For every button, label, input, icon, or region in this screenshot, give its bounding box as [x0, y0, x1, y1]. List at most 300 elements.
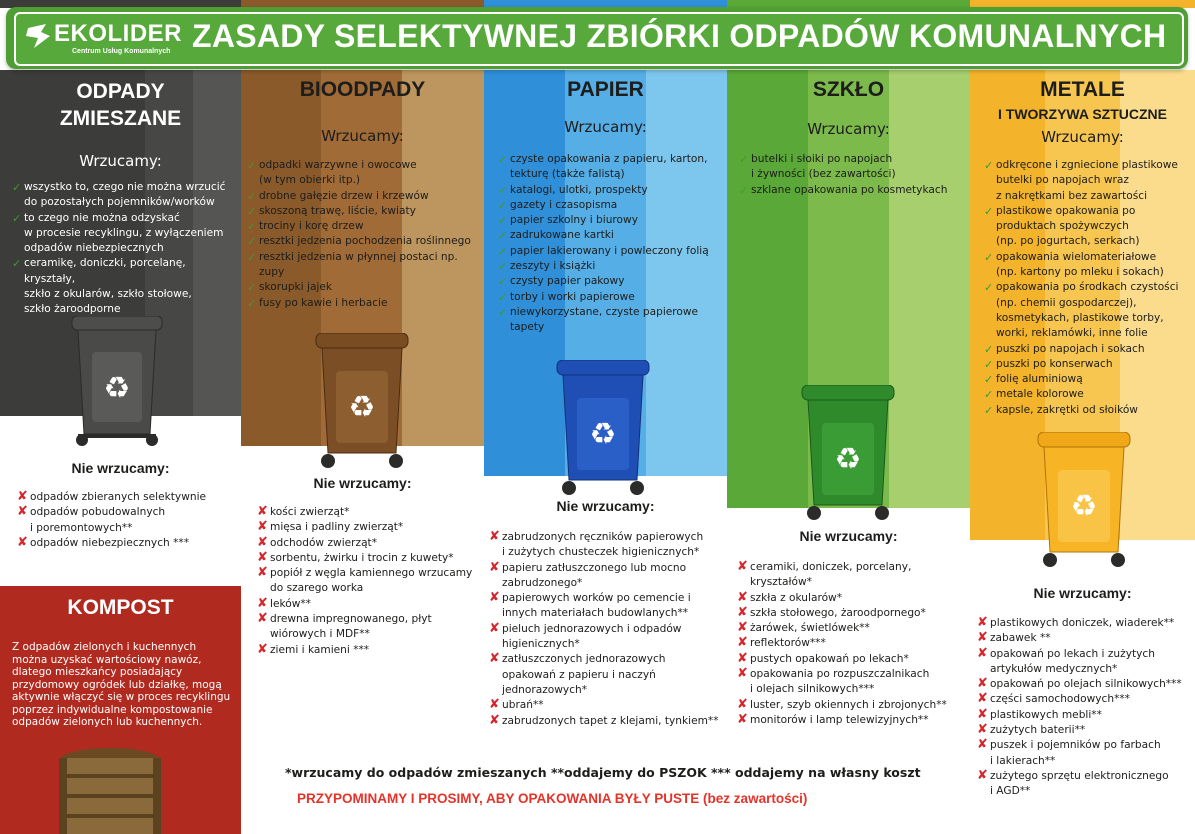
item-text: torby i worki papierowe	[510, 290, 635, 303]
checkmark-icon: ✓	[247, 204, 257, 218]
accepted-item	[498, 259, 724, 274]
rejected-item	[978, 692, 1193, 707]
cross-icon: ✘	[257, 534, 268, 550]
item-text: pustych opakowań po lekach*	[750, 652, 909, 665]
checkmark-icon: ✓	[984, 403, 994, 417]
mixed-title	[0, 78, 241, 132]
item-text: resztki jedzenia w płynnej postaci np.	[259, 250, 458, 263]
cross-icon: ✘	[17, 534, 28, 550]
checkmark-icon: ✓	[247, 159, 257, 172]
accepted-item	[984, 173, 1194, 188]
item-text: ceramikę, doniczki, porcelanę, kryształy,	[24, 257, 186, 285]
accepted-item	[247, 219, 483, 234]
accepted-item	[984, 326, 1194, 341]
accepted-item	[739, 183, 967, 198]
item-text: szkło żaroodporne	[24, 303, 121, 316]
rejected-item	[490, 714, 726, 729]
svg-text:♻: ♻	[1070, 489, 1098, 524]
accepted-item	[12, 180, 238, 195]
item-text: monitorów i lamp telewizyjnych**	[750, 713, 929, 726]
rejected-item	[978, 662, 1193, 677]
accepted-item	[12, 195, 238, 210]
item-text: z nakrętkami bez zawartości	[996, 189, 1148, 202]
item-text: mięsa i padliny zwierząt*	[270, 521, 404, 534]
rejected-item	[258, 581, 482, 596]
accepted-item	[247, 265, 483, 280]
checkmark-icon: ✓	[498, 244, 508, 258]
item-text: odchodów zwierząt*	[270, 536, 378, 549]
accepted-item	[498, 320, 724, 335]
item-text: i AGD**	[990, 785, 1031, 798]
cross-icon: ✘	[737, 635, 748, 651]
cross-icon: ✘	[257, 519, 268, 535]
paper-yes-list	[498, 152, 724, 336]
glass-bin-icon	[800, 385, 896, 525]
item-text: puszek i pojemników po farbach	[990, 739, 1161, 752]
accepted-item	[498, 274, 724, 289]
rejected-item	[490, 698, 726, 713]
rejected-item	[738, 606, 968, 621]
item-text: gazety i czasopisma	[510, 198, 618, 211]
mixed-wrzucamy-label: Wrzucamy:	[79, 152, 162, 170]
accepted-item	[739, 167, 967, 182]
rejected-item	[738, 621, 968, 636]
item-text: opakowania po rozpuszczalnikach	[750, 668, 930, 681]
checkmark-icon: ✓	[247, 220, 257, 234]
checkmark-icon: ✓	[984, 388, 994, 402]
cross-icon: ✘	[489, 529, 500, 544]
bio-title: BIOODPADY	[299, 78, 426, 101]
item-text: odpadów pobudowalnych	[30, 506, 166, 519]
compost-box-icon	[55, 746, 165, 834]
mixed-title-line1: ODPADY	[76, 80, 165, 103]
logo-subtitle: Centrum Usług Komunalnych	[72, 48, 171, 55]
bio-wrzucamy-label: Wrzucamy:	[321, 127, 404, 145]
rejected-item	[258, 520, 482, 535]
item-text: wszystko to, czego nie można wrzucić	[24, 181, 226, 193]
paper-bin-icon	[555, 360, 651, 500]
rejected-item	[258, 612, 482, 627]
item-text: zatłuszczonych jednorazowych	[502, 653, 666, 666]
item-text: resztki jedzenia pochodzenia roślinnego	[259, 235, 471, 248]
item-text: tapety	[510, 321, 545, 334]
accepted-item	[984, 387, 1194, 402]
paper-no-list	[490, 530, 726, 729]
accepted-item	[984, 280, 1194, 295]
svg-text:♻: ♻	[103, 371, 131, 406]
page-title: ZASADY SELEKTYWNEJ ZBIÓRKI ODPADÓW KOMUNALNYCH	[192, 18, 1167, 54]
item-text: ubrań**	[502, 699, 544, 712]
rejected-item	[258, 505, 482, 520]
checkmark-icon: ✓	[984, 357, 994, 371]
checkmark-icon: ✓	[984, 342, 994, 356]
cross-icon: ✘	[737, 559, 748, 574]
rejected-item	[258, 643, 482, 658]
glass-nie-label: Nie wrzucamy:	[799, 528, 898, 544]
rejected-item	[738, 560, 968, 575]
item-text: odkręcone i zgniecione plastikowe	[996, 159, 1178, 171]
rejected-item	[18, 490, 238, 505]
rejected-item	[490, 683, 726, 698]
checkmark-icon: ✓	[247, 189, 257, 203]
cross-icon: ✘	[257, 565, 268, 581]
item-text: jednorazowych*	[502, 683, 588, 696]
cross-icon: ✘	[977, 722, 988, 738]
item-text: kapsle, zakrętki od słoików	[996, 403, 1138, 416]
item-text: puszki po napojach i sokach	[996, 342, 1145, 355]
accepted-item	[498, 244, 724, 259]
checkmark-icon: ✓	[984, 250, 994, 264]
item-text: czyste opakowania z papieru, karton,	[510, 153, 708, 165]
item-text: i zużytych chusteczek higienicznych*	[502, 546, 700, 559]
item-text: plastikowych mebli**	[990, 708, 1102, 721]
item-text: kryształów*	[750, 576, 812, 589]
item-text: zupy	[259, 266, 285, 279]
checkmark-icon: ✓	[984, 373, 994, 387]
item-text: papier lakierowany i powleczony folią	[510, 244, 709, 257]
rejected-item	[258, 597, 482, 612]
metal-title-line2: I TWORZYWA SZTUCZNE	[997, 106, 1168, 122]
accepted-item	[739, 152, 967, 167]
item-text: zadrukowane kartki	[510, 229, 614, 242]
accepted-item	[498, 167, 724, 182]
mixed-nie-label: Nie wrzucamy:	[71, 460, 170, 476]
item-text: worki, reklamówki, inne folie	[996, 327, 1148, 340]
item-text: zużytych baterii**	[990, 724, 1086, 737]
bio-nie-label: Nie wrzucamy:	[313, 475, 412, 491]
glass-title: SZKŁO	[812, 78, 885, 101]
accepted-item	[984, 158, 1194, 173]
rejected-item	[978, 723, 1193, 738]
accepted-item	[984, 204, 1194, 219]
accepted-item	[984, 250, 1194, 265]
rejected-item	[490, 637, 726, 652]
rejected-item	[490, 545, 726, 560]
item-text: (w tym obierki itp.)	[259, 174, 361, 187]
item-text: i lakierach**	[990, 754, 1056, 767]
rejected-item	[738, 682, 968, 697]
accepted-item	[247, 189, 483, 204]
item-text: popiół z węgla kamiennego wrzucamy	[270, 567, 473, 580]
item-text: wiórowych i MDF**	[270, 628, 370, 641]
rejected-item	[18, 505, 238, 520]
accepted-item	[247, 173, 483, 188]
paper-wrzucamy-label: Wrzucamy:	[564, 118, 647, 136]
item-text: zużytego sprzętu elektronicznego	[990, 769, 1169, 782]
item-text: to czego nie można odzyskać	[24, 211, 180, 224]
checkmark-icon: ✓	[12, 257, 22, 271]
item-text: leków**	[270, 597, 311, 610]
checkmark-icon: ✓	[739, 153, 749, 166]
metal-title-line1: METALE	[1040, 78, 1125, 101]
item-text: reflektorów***	[750, 637, 826, 650]
rejected-item	[978, 616, 1193, 631]
checkmark-icon: ✓	[247, 281, 257, 295]
cross-icon: ✘	[489, 620, 500, 636]
cross-icon: ✘	[257, 549, 268, 565]
footer-legend: *wrzucamy do odpadów zmieszanych **oddajemy do PSZOK *** oddajemy na własny koszt	[285, 765, 921, 780]
cross-icon: ✘	[977, 676, 988, 692]
mixed-bin-icon	[70, 316, 164, 451]
accepted-item	[498, 183, 724, 198]
item-text: części samochodowych***	[990, 693, 1130, 706]
checkmark-icon: ✓	[12, 211, 22, 225]
accepted-item	[12, 241, 238, 256]
rejected-item	[258, 566, 482, 581]
item-text: (np. po jogurtach, serkach)	[996, 235, 1140, 248]
rejected-item	[258, 551, 482, 566]
item-text: zabrudzonych ręczników papierowych	[502, 531, 704, 543]
item-text: odpadów niebezpiecznych ***	[30, 536, 189, 549]
glass-yes-list	[739, 152, 967, 198]
checkmark-icon: ✓	[498, 153, 508, 166]
item-text: do szarego worka	[270, 582, 364, 595]
rejected-item	[258, 627, 482, 642]
cross-icon: ✘	[737, 650, 748, 666]
rejected-item	[978, 647, 1193, 662]
item-text: odpadki warzywne i owocowe	[259, 159, 417, 171]
item-text: do pozostałych pojemników/worków	[24, 196, 215, 209]
accepted-item	[984, 219, 1194, 234]
item-text: szkła stołowego, żaroodpornego*	[750, 606, 926, 619]
kompost-text: Z odpadów zielonych i kuchennych można uzyskać wartościowy nawóz, dlatego mieszkańcy posiadający przydomowy ogródek lub działkę, mogą aktywnie włączyć się w proces recyklingu poprzez indywidualne kompostowanie odpadów zielonych lub kuchennych.	[12, 641, 231, 728]
item-text: katalogi, ulotki, prospekty	[510, 183, 648, 196]
cross-icon: ✘	[737, 666, 748, 682]
item-text: butelki i słoiki po napojach	[751, 153, 893, 165]
accepted-item	[247, 234, 483, 249]
ekolider-logo	[24, 18, 184, 58]
item-text: papierowych worków po cemencie i	[502, 592, 691, 605]
item-text: szklane opakowania po kosmetykach	[751, 183, 948, 196]
item-text: opakowania wielomateriałowe	[996, 250, 1157, 263]
cross-icon: ✘	[977, 706, 988, 722]
cross-icon: ✘	[17, 504, 28, 520]
item-text: produktach spożywczych	[996, 220, 1129, 233]
svg-text:♻: ♻	[348, 390, 376, 425]
item-text: opakowań z papieru i naczyń	[502, 668, 656, 681]
accepted-item	[498, 152, 724, 167]
accepted-item	[247, 250, 483, 265]
checkmark-icon: ✓	[498, 260, 508, 274]
accepted-item	[984, 189, 1194, 204]
kompost-title: KOMPOST	[67, 596, 174, 619]
metal-no-list	[978, 616, 1193, 800]
checkmark-icon: ✓	[498, 290, 508, 304]
cross-icon: ✘	[977, 615, 988, 630]
cross-icon: ✘	[737, 711, 748, 727]
checkmark-icon: ✓	[498, 198, 508, 212]
item-text: szkło z okularów, szkło stołowe,	[24, 288, 192, 301]
cross-icon: ✘	[737, 620, 748, 636]
rejected-item	[490, 561, 726, 576]
item-text: i żywności (bez zawartości)	[751, 168, 896, 181]
rejected-item	[978, 738, 1193, 753]
rejected-item	[978, 677, 1193, 692]
item-text: w procesie recyklingu, z wyłączeniem	[24, 226, 224, 239]
svg-text:♻: ♻	[589, 417, 617, 452]
cross-icon: ✘	[489, 559, 500, 575]
checkmark-icon: ✓	[498, 214, 508, 228]
item-text: opakowań po olejach silnikowych***	[990, 678, 1182, 691]
cross-icon: ✘	[977, 645, 988, 661]
accepted-item	[247, 296, 483, 311]
bio-bin-icon	[314, 333, 410, 473]
mixed-title-line2: ZMIESZANE	[59, 107, 182, 130]
item-text: plastikowych doniczek, wiaderek**	[990, 617, 1175, 629]
item-text: zabawek **	[990, 632, 1051, 645]
item-text: niewykorzystane, czyste papierowe	[510, 305, 699, 318]
item-text: drobne gałęzie drzew i krzewów	[259, 189, 429, 202]
item-text: i olejach silnikowych***	[750, 683, 875, 696]
cross-icon: ✘	[737, 589, 748, 605]
checkmark-icon: ✓	[498, 305, 508, 319]
checkmark-icon: ✓	[498, 229, 508, 243]
paper-nie-label: Nie wrzucamy:	[556, 498, 655, 514]
item-text: ceramiki, doniczek, porcelany,	[750, 561, 912, 573]
accepted-item	[498, 228, 724, 243]
accepted-item	[498, 290, 724, 305]
cross-icon: ✘	[737, 696, 748, 712]
cross-icon: ✘	[977, 737, 988, 753]
accepted-item	[498, 213, 724, 228]
cross-icon: ✘	[257, 504, 268, 519]
accepted-item	[247, 280, 483, 295]
cross-icon: ✘	[737, 604, 748, 620]
checkmark-icon: ✓	[984, 159, 994, 172]
item-text: opakowania po środkach czystości	[996, 281, 1179, 294]
accepted-item	[12, 256, 238, 287]
item-text: fusy po kawie i herbacie	[259, 296, 388, 309]
item-text: luster, szyb okiennych i zbrojonych**	[750, 698, 947, 711]
rejected-item	[490, 591, 726, 606]
cross-icon: ✘	[257, 641, 268, 657]
rejected-item	[490, 606, 726, 621]
metal-wrzucamy-label: Wrzucamy:	[1041, 128, 1124, 146]
rejected-item	[738, 698, 968, 713]
item-text: (np. chemii gospodarczej),	[996, 296, 1137, 309]
glass-wrzucamy-label: Wrzucamy:	[807, 120, 890, 138]
item-text: drewna impregnowanego, płyt	[270, 613, 432, 626]
cross-icon: ✘	[489, 697, 500, 713]
item-text: innych materiałach budowlanych**	[502, 607, 689, 620]
item-text: sorbentu, żwirku i trocin z kuwety*	[270, 551, 454, 564]
item-text: kości zwierząt*	[270, 506, 350, 518]
accepted-item	[984, 234, 1194, 249]
rejected-item	[738, 652, 968, 667]
rejected-item	[738, 713, 968, 728]
cross-icon: ✘	[977, 767, 988, 783]
item-text: zabrudzonego*	[502, 576, 583, 589]
mixed-no-list	[18, 490, 238, 551]
accepted-item	[247, 204, 483, 219]
item-text: skoszoną trawę, liście, kwiaty	[259, 204, 416, 217]
accepted-item	[12, 226, 238, 241]
item-text: higienicznych*	[502, 638, 580, 651]
item-text: zeszyty i książki	[510, 260, 596, 273]
rejected-item	[978, 708, 1193, 723]
footer-reminder: PRZYPOMINAMY I PROSIMY, ABY OPAKOWANIA BYŁY PUSTE (bez zawartości)	[297, 791, 808, 806]
checkmark-icon: ✓	[498, 275, 508, 289]
item-text: czysty papier pakowy	[510, 275, 625, 288]
rejected-item	[490, 622, 726, 637]
accepted-item	[984, 265, 1194, 280]
accepted-item	[984, 311, 1194, 326]
cross-icon: ✘	[489, 590, 500, 606]
item-text: odpadów zbieranych selektywnie	[30, 491, 207, 503]
checkmark-icon: ✓	[247, 250, 257, 264]
checkmark-icon: ✓	[984, 281, 994, 295]
accepted-item	[984, 403, 1194, 418]
rejected-item	[738, 591, 968, 606]
rejected-item	[978, 631, 1193, 646]
checkmark-icon: ✓	[984, 204, 994, 218]
item-text: metale kolorowe	[996, 388, 1084, 401]
item-text: (np. kartony po mleku i sokach)	[996, 266, 1164, 279]
checkmark-icon: ✓	[247, 235, 257, 249]
rejected-item	[738, 636, 968, 651]
rejected-item	[738, 667, 968, 682]
accepted-item	[12, 287, 238, 302]
accepted-item	[984, 372, 1194, 387]
bio-yes-list	[247, 158, 483, 311]
glass-no-list	[738, 560, 968, 728]
accepted-item	[247, 158, 483, 173]
rejected-item	[490, 576, 726, 591]
rejected-item	[18, 521, 238, 536]
rejected-item	[738, 575, 968, 590]
item-text: artykułów medycznych*	[990, 662, 1118, 675]
accepted-item	[498, 305, 724, 320]
svg-text:♻: ♻	[834, 442, 862, 477]
checkmark-icon: ✓	[498, 183, 508, 197]
kompost-section	[0, 586, 241, 834]
item-text: odpadów niebezpiecznych	[24, 242, 164, 255]
item-text: plastikowe opakowania po	[996, 204, 1136, 217]
item-text: butelki po napojach wraz	[996, 174, 1129, 187]
metal-nie-label: Nie wrzucamy:	[1033, 585, 1132, 601]
cross-icon: ✘	[257, 611, 268, 627]
item-text: żarówek, świetlówek**	[750, 622, 870, 635]
checkmark-icon: ✓	[739, 183, 749, 197]
rejected-item	[490, 668, 726, 683]
checkmark-icon: ✓	[247, 296, 257, 310]
paper-title: PAPIER	[567, 78, 644, 101]
metal-yes-list	[984, 158, 1194, 418]
bio-no-list	[258, 505, 482, 658]
item-text: ziemi i kamieni ***	[270, 643, 370, 656]
checkmark-icon: ✓	[12, 181, 22, 194]
item-text: zabrudzonych tapet z klejami, tynkiem**	[502, 714, 719, 727]
accepted-item	[984, 296, 1194, 311]
item-text: folię aluminiową	[996, 373, 1083, 386]
mixed-yes-list	[12, 180, 238, 318]
item-text: szkła z okularów*	[750, 591, 843, 604]
metal-bin-icon	[1036, 432, 1132, 572]
accepted-item	[12, 211, 238, 226]
rejected-item	[978, 784, 1193, 799]
item-text: papier szkolny i biurowy	[510, 214, 638, 227]
rejected-item	[978, 769, 1193, 784]
cross-icon: ✘	[257, 595, 268, 611]
item-text: puszki po konserwach	[996, 357, 1113, 370]
rejected-item	[490, 530, 726, 545]
item-text: skorupki jajek	[259, 281, 333, 294]
rejected-item	[490, 652, 726, 667]
rejected-item	[258, 536, 482, 551]
item-text: tekturę (także falistą)	[510, 168, 625, 181]
cross-icon: ✘	[489, 712, 500, 728]
cross-icon: ✘	[17, 489, 28, 504]
